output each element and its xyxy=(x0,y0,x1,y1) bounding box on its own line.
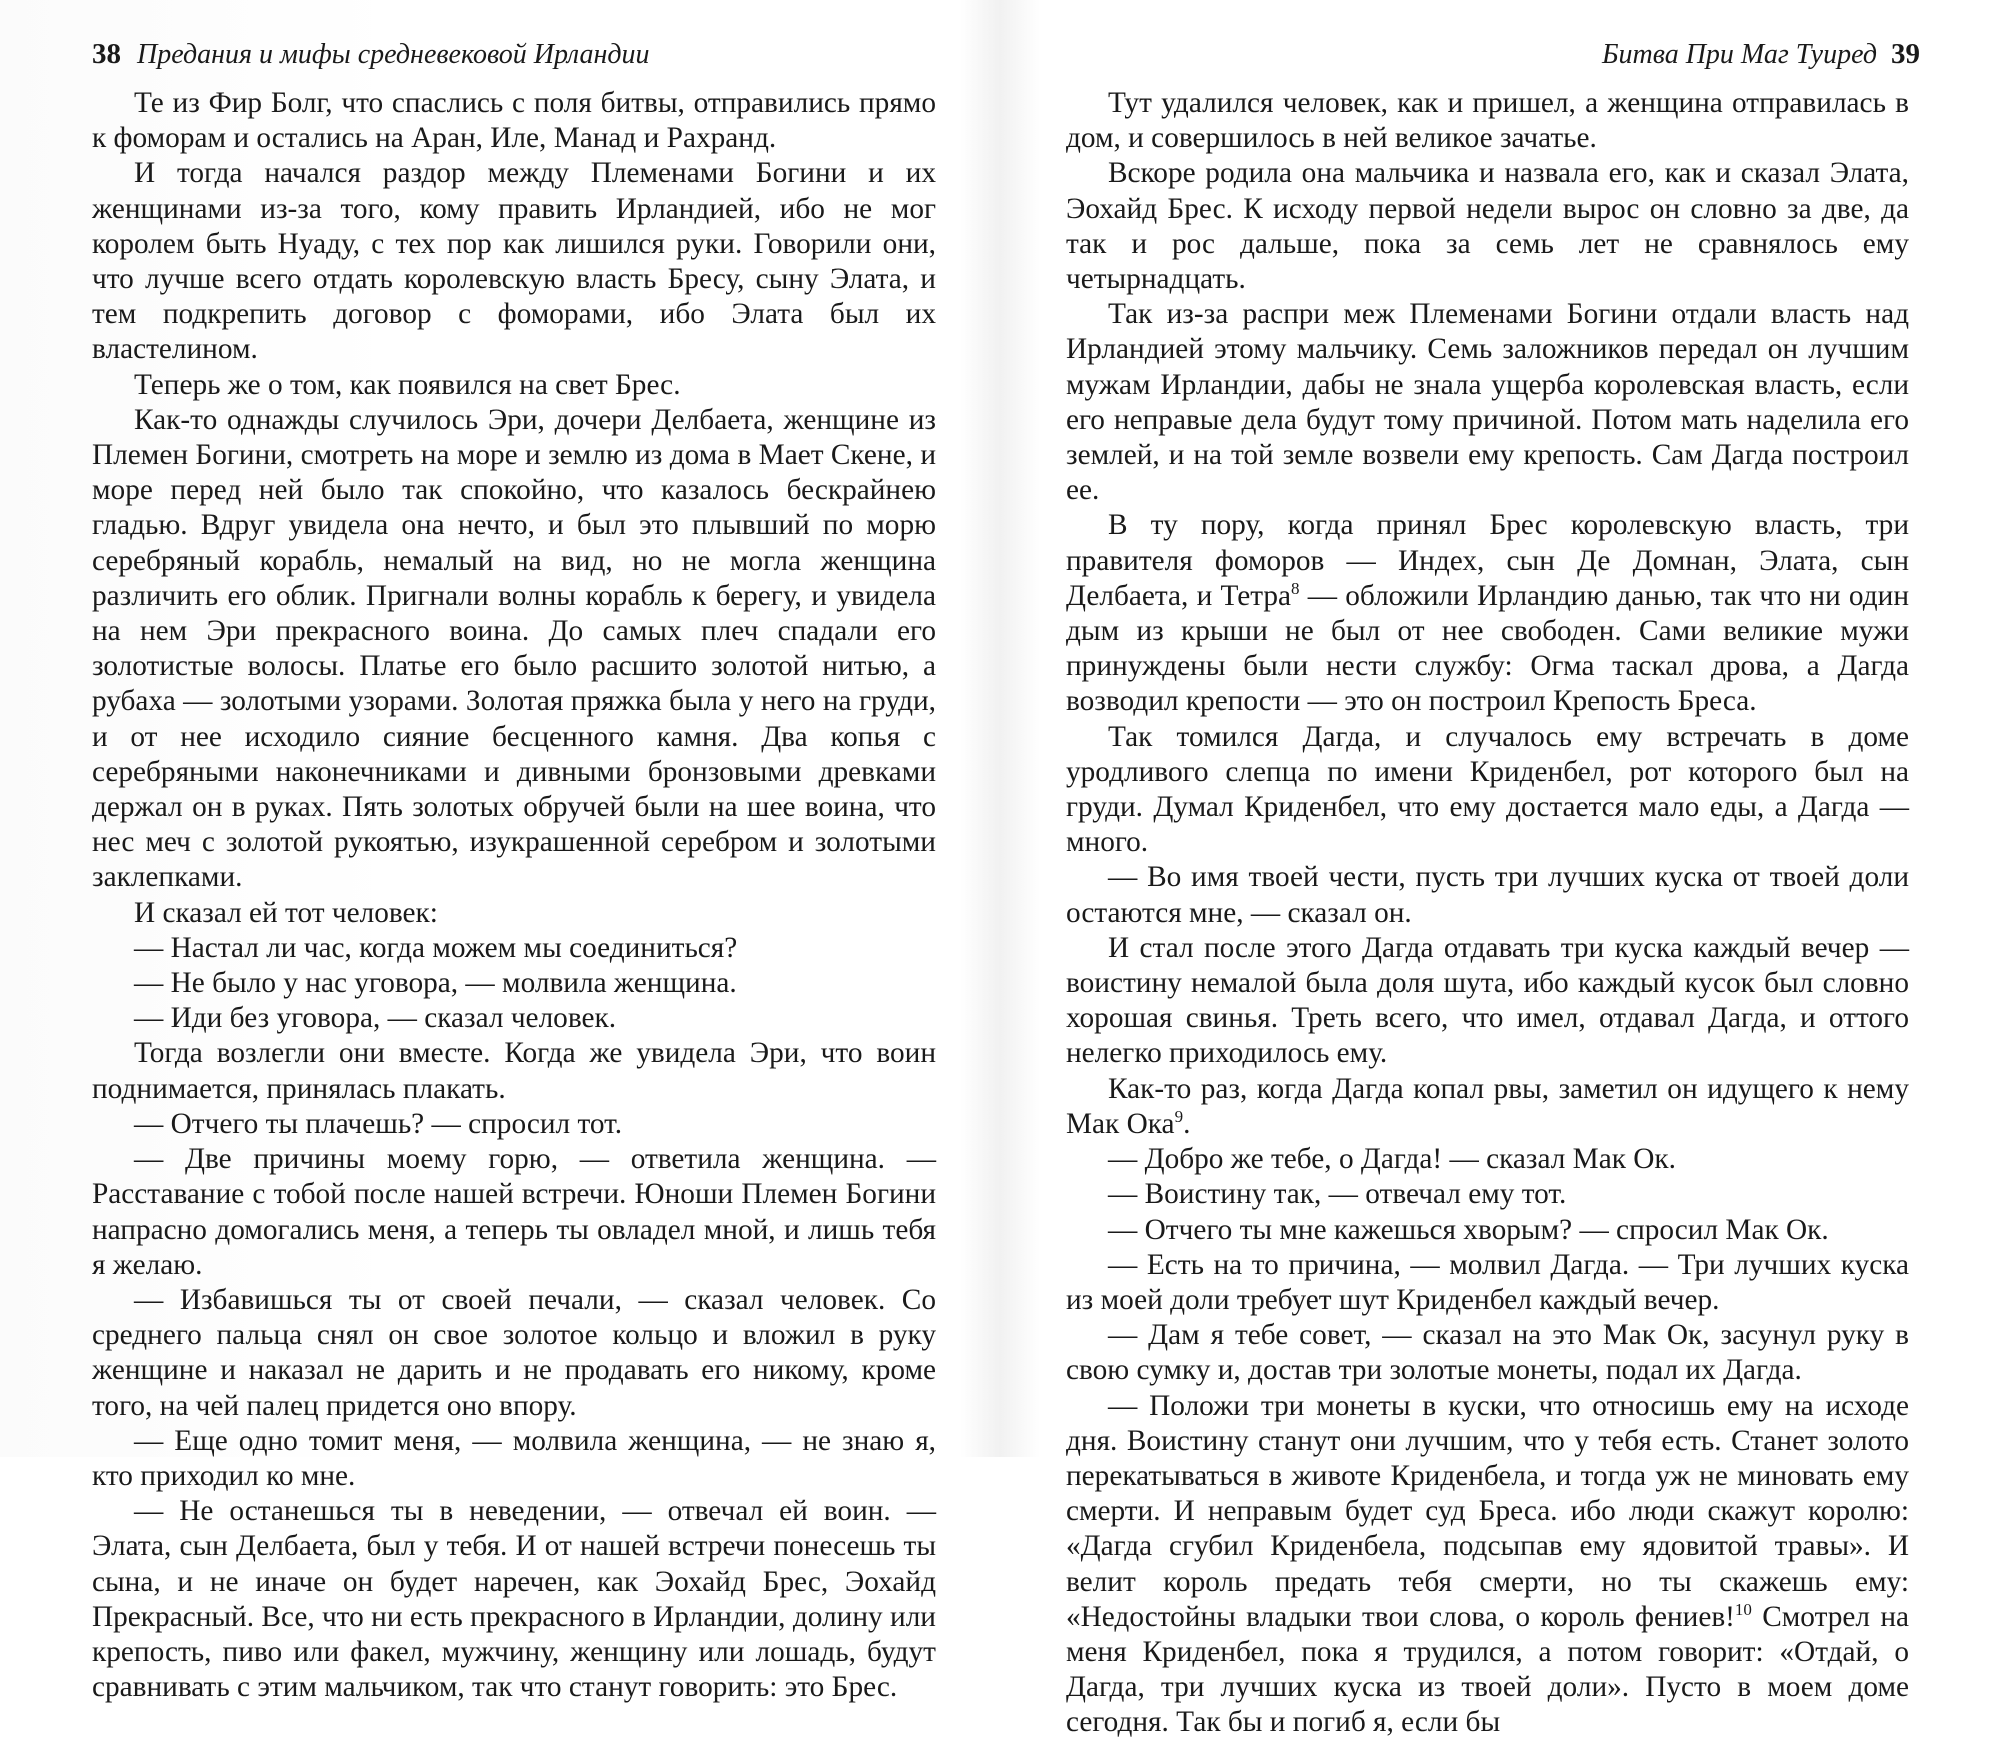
left-running-head xyxy=(92,38,650,71)
paragraph xyxy=(1066,508,1909,719)
paragraph xyxy=(1066,1389,1909,1741)
left-page-text xyxy=(92,86,936,1705)
paragraph: — Не останешься ты в неведении, — отвечал ей воин. — Элата, сын Делбаета, был у тебя. И от нашей встречи понесешь ты сына, и не иначе он будет наречен, как Эохайд Брес, Эохайд Прекрасный. Все, что ни есть прекрасного в Ирландии, долину или крепость, пиво или факел, мужчину, женщину или лошадь, будут сравнивать с этим мальчиком, так что станут говорить: это Брес. xyxy=(92,1495,936,1704)
right-running-title: Битва При Маг Туиред xyxy=(1602,39,1877,70)
paragraph: — Отчего ты мне кажешься хворым? — спросил Мак Ок. xyxy=(1108,1213,1829,1246)
paragraph-text: — Положи три монеты в куски, что относишь ему на исходе дня. Воистину станут они лучшим, что у тебя есть. Станет золото перекатываться в животе Криденбела, и тогда уж не миновать ему смерти. И неправым будет суд Бреса. ибо люди скажут королю: «Дагда сгубил Криденбела, подсыпав ему ядовитой травы». И велит король предать тебя смерти, но ты скажешь ему: «Недостойны владыки твои слова, о король фениев! xyxy=(1066,1389,1909,1633)
paragraph: — Настал ли час, когда можем мы соединиться? xyxy=(134,931,738,964)
paragraph: — Воистину так, — отвечал ему тот. xyxy=(1108,1178,1567,1211)
paragraph: — Избавишься ты от своей печали, — сказал человек. Со среднего пальца снял он свое золотое кольцо и вложил в руку женщине и наказал не дарить и не продавать его никому, кроме того, на чей палец придется оно впору. xyxy=(92,1283,936,1422)
paragraph: — Еще одно томит меня, — молвила женщина, — не знаю я, кто приходил ко мне. xyxy=(92,1424,936,1492)
paragraph: — Есть на то причина, — молвил Дагда. — Три лучших куска из моей доли требует шут Криденбел каждый вечер. xyxy=(1066,1248,1909,1316)
paragraph: Тогда возлегли они вместе. Когда же увидела Эри, что воин поднимается, принялась плакать. xyxy=(92,1037,936,1105)
paragraph xyxy=(1066,1072,1909,1142)
paragraph-text: — обложили Ирландию данью, так что ни один дым из крыши не был от нее свободен. Сами великие мужи принуждены были нести службу: Огма таскал дрова, а Дагда возводил крепости — это он построил Крепость Бреса. xyxy=(1066,579,1909,718)
paragraph: Так томился Дагда, и случалось ему встречать в доме уродливого слепца по имени Криденбел, рот которого был на груди. Думал Криденбел, что ему достается мало еды, а Дагда — много. xyxy=(1066,720,1909,859)
footnote-ref-8[interactable]: 8 xyxy=(1291,578,1300,598)
right-running-head xyxy=(1602,38,1920,71)
paragraph-text: В ту пору, когда принял Брес королевскую власть, три правителя фоморов — Индех, сын Де Домнан, Элата, сын Делбаета, и Тетра xyxy=(1066,509,1909,612)
paragraph-text: Как-то раз, когда Дагда копал рвы, заметил он идущего к нему Мак Ока xyxy=(1066,1072,1909,1140)
paragraph: Тут удалился человек, как и пришел, а женщина отправилась в дом, и совершилось в ней великое зачатье. xyxy=(1066,87,1909,155)
left-page-number: 38 xyxy=(92,38,121,70)
right-page-text xyxy=(1066,86,1909,1741)
right-page-number: 39 xyxy=(1891,38,1920,70)
paragraph: — Не было у нас уговора, — молвила женщина. xyxy=(134,967,737,1000)
left-running-title: Предания и мифы средневековой Ирландии xyxy=(137,39,650,70)
paragraph: Вскоре родила она мальчика и назвала его, как и сказал Элата, Эохайд Брес. К исходу первой недели вырос он словно за две, да так и рос дальше, пока за семь лет не сравнялось ему четырнадцать. xyxy=(1066,157,1909,296)
paragraph: И сказал ей тот человек: xyxy=(134,896,438,929)
paragraph: Как-то однажды случилось Эри, дочери Делбаета, женщине из Племен Богини, смотреть на море и землю из дома в Мает Скене, и море перед ней было так спокойно, что казалось бескрайнею гладью. Вдруг увидела она нечто, и был это плывший по морю серебряный корабль, немалый на вид, но не могла женщина различить его облик. Пригнали волны корабль к берегу, и увидела на нем Эри прекрасного воина. До самых плеч спадали его золотистые волосы. Платье его было расшито золотой нитью, а рубаха — золотыми узорами. Золотая пряжка была у него на груди, и от нее исходило сияние бесценного камня. Два копья с серебряными наконечниками и дивными бронзовыми древками держал он в руках. Пять золотых обручей были на шее воина, что нес меч с золотой рукоятью, изукрашенной серебром и золотыми заклепками. xyxy=(92,403,936,894)
footnote-ref-9[interactable]: 9 xyxy=(1174,1106,1184,1126)
paragraph: Теперь же о том, как появился на свет Брес. xyxy=(134,368,681,401)
paragraph: — Во имя твоей чести, пусть три лучших куска от твоей доли остаются мне, — сказал он. xyxy=(1066,861,1909,929)
footnote-ref-10[interactable]: 10 xyxy=(1734,1599,1752,1619)
paragraph-text: . xyxy=(1183,1107,1191,1140)
paragraph: — Две причины моему горю, — ответила женщина. — Расставание с тобой после нашей встречи. Юноши Племен Богини напрасно домогались меня, а теперь ты овладел мной, и лишь тебя я желаю. xyxy=(92,1143,936,1281)
paragraph: И стал после этого Дагда отдавать три куска каждый вечер — воистину немалой была доля шута, ибо каждый кусок был словно хорошая свинья. Треть всего, что имел, отдавал Дагда, и оттого нелегко приходилось ему. xyxy=(1066,931,1909,1070)
paragraph: Так из-за распри меж Племенами Богини отдали власть над Ирландией этому мальчику. Семь заложников передал он лучшим мужам Ирландии, дабы не знала ущерба королевская власть, если его неправые дела будут тому причиной. Потом мать наделила его землей, и на той земле возвели ему крепость. Сам Дагда построил ее. xyxy=(1066,298,1909,507)
paragraph: — Иди без уговора, — сказал человек. xyxy=(134,1002,617,1035)
paragraph: — Отчего ты плачешь? — спросил тот. xyxy=(134,1107,623,1140)
paragraph: — Дам я тебе совет, — сказал на это Мак Ок, засунул руку в свою сумку и, достав три золотые монеты, подал их Дагда. xyxy=(1066,1319,1909,1387)
paragraph-text: Смотрел на меня Криденбел, пока я трудился, а потом говорит: «Отдай, о Дагда, три лучших куска из твоей доли». Пусто в моем доме сегодня. Так бы и погиб я, если бы xyxy=(1066,1600,1909,1739)
paragraph: Те из Фир Болг, что спаслись с поля битвы, отправились прямо к фоморам и остались на Аран, Иле, Манад и Рахранд. xyxy=(92,87,936,155)
paragraph: — Добро же тебе, о Дагда! — сказал Мак Ок. xyxy=(1108,1143,1676,1176)
paragraph: И тогда начался раздор между Племенами Богини и их женщинами из-за того, кому править Ирландией, ибо не мог королем быть Нуаду, с тех пор как лишился руки. Говорили они, что лучше всего отдать королевскую власть Бресу, сыну Элата, и тем подкрепить договор с фоморами, ибо Элата был их властелином. xyxy=(92,157,936,366)
